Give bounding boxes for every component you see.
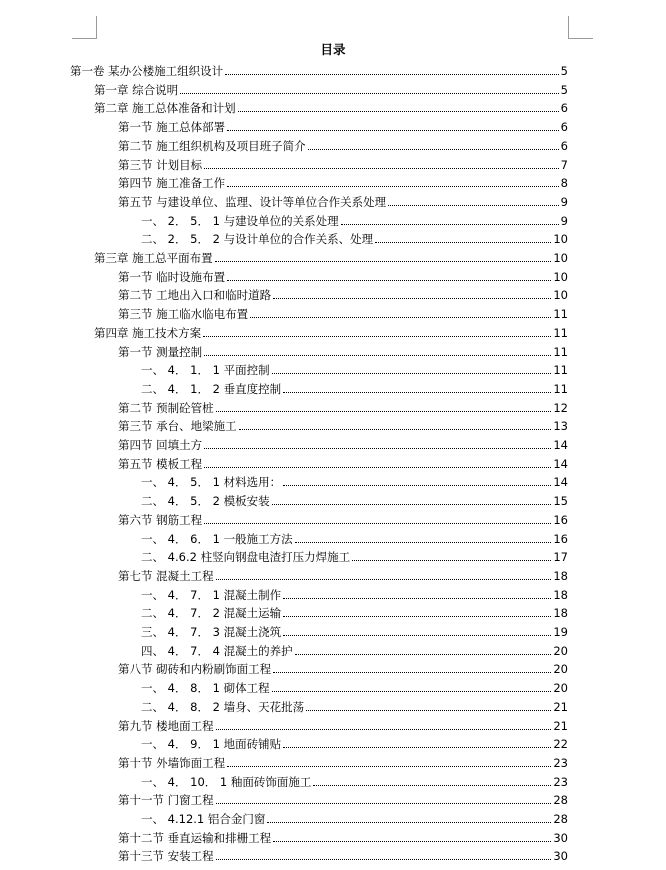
toc-entry-text: 一、 4． 8． 1 砌体工程	[141, 681, 270, 696]
toc-dot-leader	[283, 635, 551, 636]
toc-entry[interactable]	[70, 60, 568, 78]
toc-entry-page-number: 10	[553, 269, 568, 284]
toc-dot-leader	[283, 747, 551, 748]
toc-entry-text: 第三章 施工总平面布置	[94, 251, 213, 265]
toc-dot-leader	[273, 298, 551, 299]
toc-entry-page-number: 17	[553, 550, 568, 565]
toc-dot-leader	[215, 261, 552, 262]
toc-dot-leader	[295, 542, 552, 543]
toc-entry[interactable]	[118, 658, 568, 676]
toc-entry-text: 一、 4． 6． 1 一般施工方法	[141, 531, 293, 546]
toc-entry-page-number: 9	[560, 213, 568, 228]
crop-mark-top-right	[568, 16, 569, 38]
toc-dot-leader	[204, 523, 551, 524]
toc-entry-page-number: 18	[553, 568, 568, 583]
toc-dot-leader	[375, 242, 551, 243]
toc-entry-text: 第二节 施工组织机构及项目班子简介	[118, 138, 306, 153]
toc-entry-page-number: 14	[553, 456, 568, 471]
crop-mark-top-left	[72, 38, 97, 39]
toc-entry-page-number: 16	[553, 512, 568, 527]
toc-dot-leader	[308, 149, 559, 150]
toc-entry[interactable]	[118, 845, 568, 863]
toc-entry-text: 一、 4． 5． 1 材料选用：	[141, 475, 282, 490]
toc-entry-text: 二、 4． 8． 2 墙身、天花批荡	[141, 699, 305, 714]
toc-entry[interactable]	[94, 79, 568, 97]
toc-dot-leader	[283, 598, 551, 599]
toc-entry[interactable]	[141, 602, 568, 620]
toc-entry-text: 一、 4． 9． 1 地面砖铺贴	[141, 737, 282, 752]
toc-entry-text: 第二章 施工总体准备和计划	[94, 101, 236, 116]
toc-entry-text: 第三节 承台、地梁施工	[118, 419, 237, 434]
toc-entry-text: 第四节 施工准备工作	[118, 176, 226, 191]
toc-entry[interactable]	[141, 546, 568, 564]
toc-entry-page-number: 11	[553, 307, 568, 322]
toc-entry[interactable]	[118, 434, 568, 452]
toc-dot-leader	[306, 710, 551, 711]
toc-entry-page-number: 20	[553, 681, 568, 696]
toc-entry-text: 第一节 测量控制	[118, 344, 203, 359]
toc-entry-page-number: 14	[553, 438, 568, 452]
toc-entry[interactable]	[118, 266, 568, 284]
toc-entry[interactable]	[118, 135, 568, 153]
toc-entry-page-number: 28	[553, 812, 568, 826]
toc-dot-leader	[273, 841, 551, 842]
toc-dot-leader	[250, 317, 551, 318]
toc-entry[interactable]	[118, 565, 568, 583]
toc-dot-leader	[216, 579, 552, 580]
toc-entry-page-number: 5	[560, 64, 568, 78]
toc-dot-leader	[225, 74, 559, 75]
toc-entry[interactable]	[141, 528, 568, 546]
toc-entry-text: 四、 4． 7． 4 混凝土的养护	[141, 643, 293, 658]
toc-entry-page-number: 30	[553, 849, 568, 864]
toc-entry-text: 第三节 计划目标	[118, 157, 203, 172]
toc-entry[interactable]	[118, 715, 568, 733]
toc-entry[interactable]	[141, 490, 568, 508]
toc-entry[interactable]	[141, 359, 568, 377]
toc-dot-leader	[203, 336, 551, 337]
toc-entry-text: 第十节 外墙饰面工程	[118, 755, 226, 770]
toc-entry-text: 第八节 砌砖和内粉刷饰面工程	[118, 662, 272, 677]
toc-dot-leader	[216, 729, 552, 730]
toc-entry[interactable]	[118, 789, 568, 807]
toc-entry-text: 第五节 与建设单位、监理、设计等单位合作关系处理	[118, 194, 387, 209]
toc-entry[interactable]	[118, 341, 568, 359]
toc-title: 目录	[320, 42, 346, 57]
toc-entry-text: 一、 4． 7． 1 混凝土制作	[141, 587, 282, 602]
toc-entry-text: 第一节 施工总体部署	[118, 120, 226, 135]
toc-dot-leader	[272, 691, 552, 692]
toc-entry[interactable]	[118, 284, 568, 302]
toc-dot-leader	[227, 280, 551, 281]
toc-entry[interactable]	[141, 210, 568, 228]
toc-entry-page-number: 11	[553, 344, 568, 359]
toc-dot-leader	[313, 785, 551, 786]
toc-dot-leader	[272, 504, 552, 505]
toc-dot-leader	[227, 186, 559, 187]
toc-entry-page-number: 20	[553, 662, 568, 677]
toc-dot-leader	[239, 429, 552, 430]
toc-entry-page-number: 21	[553, 718, 568, 733]
toc-dot-leader	[204, 467, 551, 468]
toc-dot-leader	[283, 392, 551, 393]
toc-entry-text: 第一章 综合说明	[94, 82, 179, 97]
toc-entry-page-number: 9	[560, 194, 568, 209]
toc-entry-text: 第十三节 安装工程	[118, 849, 214, 864]
toc-entry[interactable]	[118, 191, 568, 209]
toc-dot-leader	[272, 373, 552, 374]
toc-entry-text: 第十一节 门窗工程	[118, 793, 214, 808]
toc-entry[interactable]	[141, 584, 568, 602]
toc-entry[interactable]	[141, 808, 568, 826]
toc-entry-text: 一、 4． 10． 1 釉面砖饰面施工	[141, 774, 312, 789]
toc-entry-text: 二、 4． 7． 2 混凝土运输	[141, 606, 282, 621]
toc-entry-text: 第一节 临时设施布置	[118, 269, 226, 284]
toc-entry[interactable]	[141, 378, 568, 396]
toc-dot-leader	[216, 411, 552, 412]
toc-entry[interactable]	[118, 116, 568, 134]
toc-entry[interactable]	[141, 733, 568, 751]
toc-entry-page-number: 10	[553, 251, 568, 265]
toc-entry[interactable]	[118, 415, 568, 433]
toc-dot-leader	[295, 654, 552, 655]
toc-entry-text: 第二节 工地出入口和临时道路	[118, 288, 272, 303]
toc-entry[interactable]	[141, 640, 568, 658]
toc-entry-page-number: 18	[553, 606, 568, 621]
toc-entry[interactable]	[94, 247, 568, 265]
toc-dot-leader	[283, 485, 551, 486]
toc-dot-leader	[267, 822, 551, 823]
toc-entry[interactable]	[118, 752, 568, 770]
toc-dot-leader	[204, 355, 551, 356]
toc-dot-leader	[216, 859, 552, 860]
toc-entry-page-number: 21	[553, 699, 568, 714]
toc-entry-text: 一、 4． 1． 1 平面控制	[141, 363, 270, 378]
toc-entry-page-number: 22	[553, 737, 568, 752]
toc-entry-page-number: 7	[560, 157, 568, 172]
toc-entry[interactable]	[141, 771, 568, 789]
toc-entry-page-number: 23	[553, 755, 568, 770]
toc-entry-text: 第六节 钢筋工程	[118, 512, 203, 527]
toc-entry-page-number: 15	[553, 494, 568, 509]
toc-entry-page-number: 20	[553, 643, 568, 658]
toc-entry-text: 三、 4． 7． 3 混凝土浇筑	[141, 625, 282, 639]
toc-entry[interactable]	[141, 228, 568, 246]
toc-entry-text: 第七节 混凝土工程	[118, 568, 214, 583]
toc-dot-leader	[227, 130, 559, 131]
toc-entry-page-number: 10	[553, 288, 568, 303]
toc-entry-text: 第五节 模板工程	[118, 456, 203, 471]
toc-entry-page-number: 5	[560, 82, 568, 97]
toc-entry[interactable]	[118, 397, 568, 415]
toc-entry[interactable]	[94, 322, 568, 340]
toc-entry[interactable]	[141, 621, 568, 639]
toc-dot-leader	[227, 766, 551, 767]
toc-entry-text: 第四节 回填土方	[118, 438, 203, 452]
toc-entry-page-number: 6	[560, 138, 568, 153]
toc-entry-page-number: 6	[560, 101, 568, 116]
toc-entry[interactable]	[118, 303, 568, 321]
toc-dot-leader	[204, 448, 551, 449]
toc-entry-page-number: 12	[553, 400, 568, 415]
toc-dot-leader	[352, 560, 551, 561]
toc-entry[interactable]	[141, 471, 568, 489]
toc-entry-page-number: 18	[553, 587, 568, 602]
toc-entry[interactable]	[94, 97, 568, 115]
toc-entry-page-number: 16	[553, 531, 568, 546]
toc-entry-page-number: 23	[553, 774, 568, 789]
toc-entry[interactable]	[118, 509, 568, 527]
toc-entry-text: 第四章 施工技术方案	[94, 325, 202, 340]
toc-entry-text: 二、 4． 1． 2 垂直度控制	[141, 381, 282, 396]
crop-mark-top-left	[96, 16, 97, 38]
toc-entry-text: 一、 2． 5． 1 与建设单位的关系处理	[141, 213, 339, 228]
toc-dot-leader	[273, 672, 551, 673]
toc-dot-leader	[216, 803, 552, 804]
toc-entry-page-number: 10	[553, 232, 568, 247]
toc-entry-text: 第九节 楼地面工程	[118, 718, 214, 733]
toc-entry-text: 第三节 施工临水临电布置	[118, 307, 249, 322]
toc-entry-page-number: 11	[553, 363, 568, 378]
toc-entry-text: 二、 4． 5． 2 模板安装	[141, 494, 270, 509]
toc-entry-page-number: 6	[560, 120, 568, 135]
toc-entry-text: 二、 4.6.2 柱竖向钢盘电渣打压力焊施工	[141, 550, 351, 565]
toc-entry-page-number: 30	[553, 830, 568, 845]
toc-dot-leader	[204, 168, 559, 169]
toc-entry[interactable]	[118, 827, 568, 845]
toc-entry-page-number: 14	[553, 475, 568, 490]
toc-entry-text: 第二节 预制砼管桩	[118, 400, 214, 415]
toc-entry[interactable]	[141, 696, 568, 714]
toc-entry-page-number: 19	[553, 625, 568, 639]
toc-dot-leader	[238, 111, 559, 112]
crop-mark-top-right	[568, 38, 593, 39]
toc-entry-text: 一、 4.12.1 铝合金门窗	[141, 812, 266, 826]
toc-dot-leader	[341, 224, 559, 225]
toc-entry-page-number: 11	[553, 381, 568, 396]
toc-dot-leader	[388, 205, 559, 206]
toc-entry-text: 二、 2． 5． 2 与设计单位的合作关系、处理	[141, 232, 374, 247]
toc-dot-leader	[180, 93, 559, 94]
toc-entry-page-number: 13	[553, 419, 568, 434]
toc-entry[interactable]	[141, 677, 568, 695]
toc-entry[interactable]	[118, 154, 568, 172]
toc-entry-page-number: 28	[553, 793, 568, 808]
toc-entry[interactable]	[118, 453, 568, 471]
toc-dot-leader	[283, 616, 551, 617]
toc-entry-text: 第十二节 垂直运输和排栅工程	[118, 830, 272, 845]
toc-entry[interactable]	[118, 172, 568, 190]
toc-entry-text: 第一卷 某办公楼施工组织设计	[70, 64, 224, 78]
toc-entry-page-number: 11	[553, 325, 568, 340]
toc-entry-page-number: 8	[560, 176, 568, 191]
